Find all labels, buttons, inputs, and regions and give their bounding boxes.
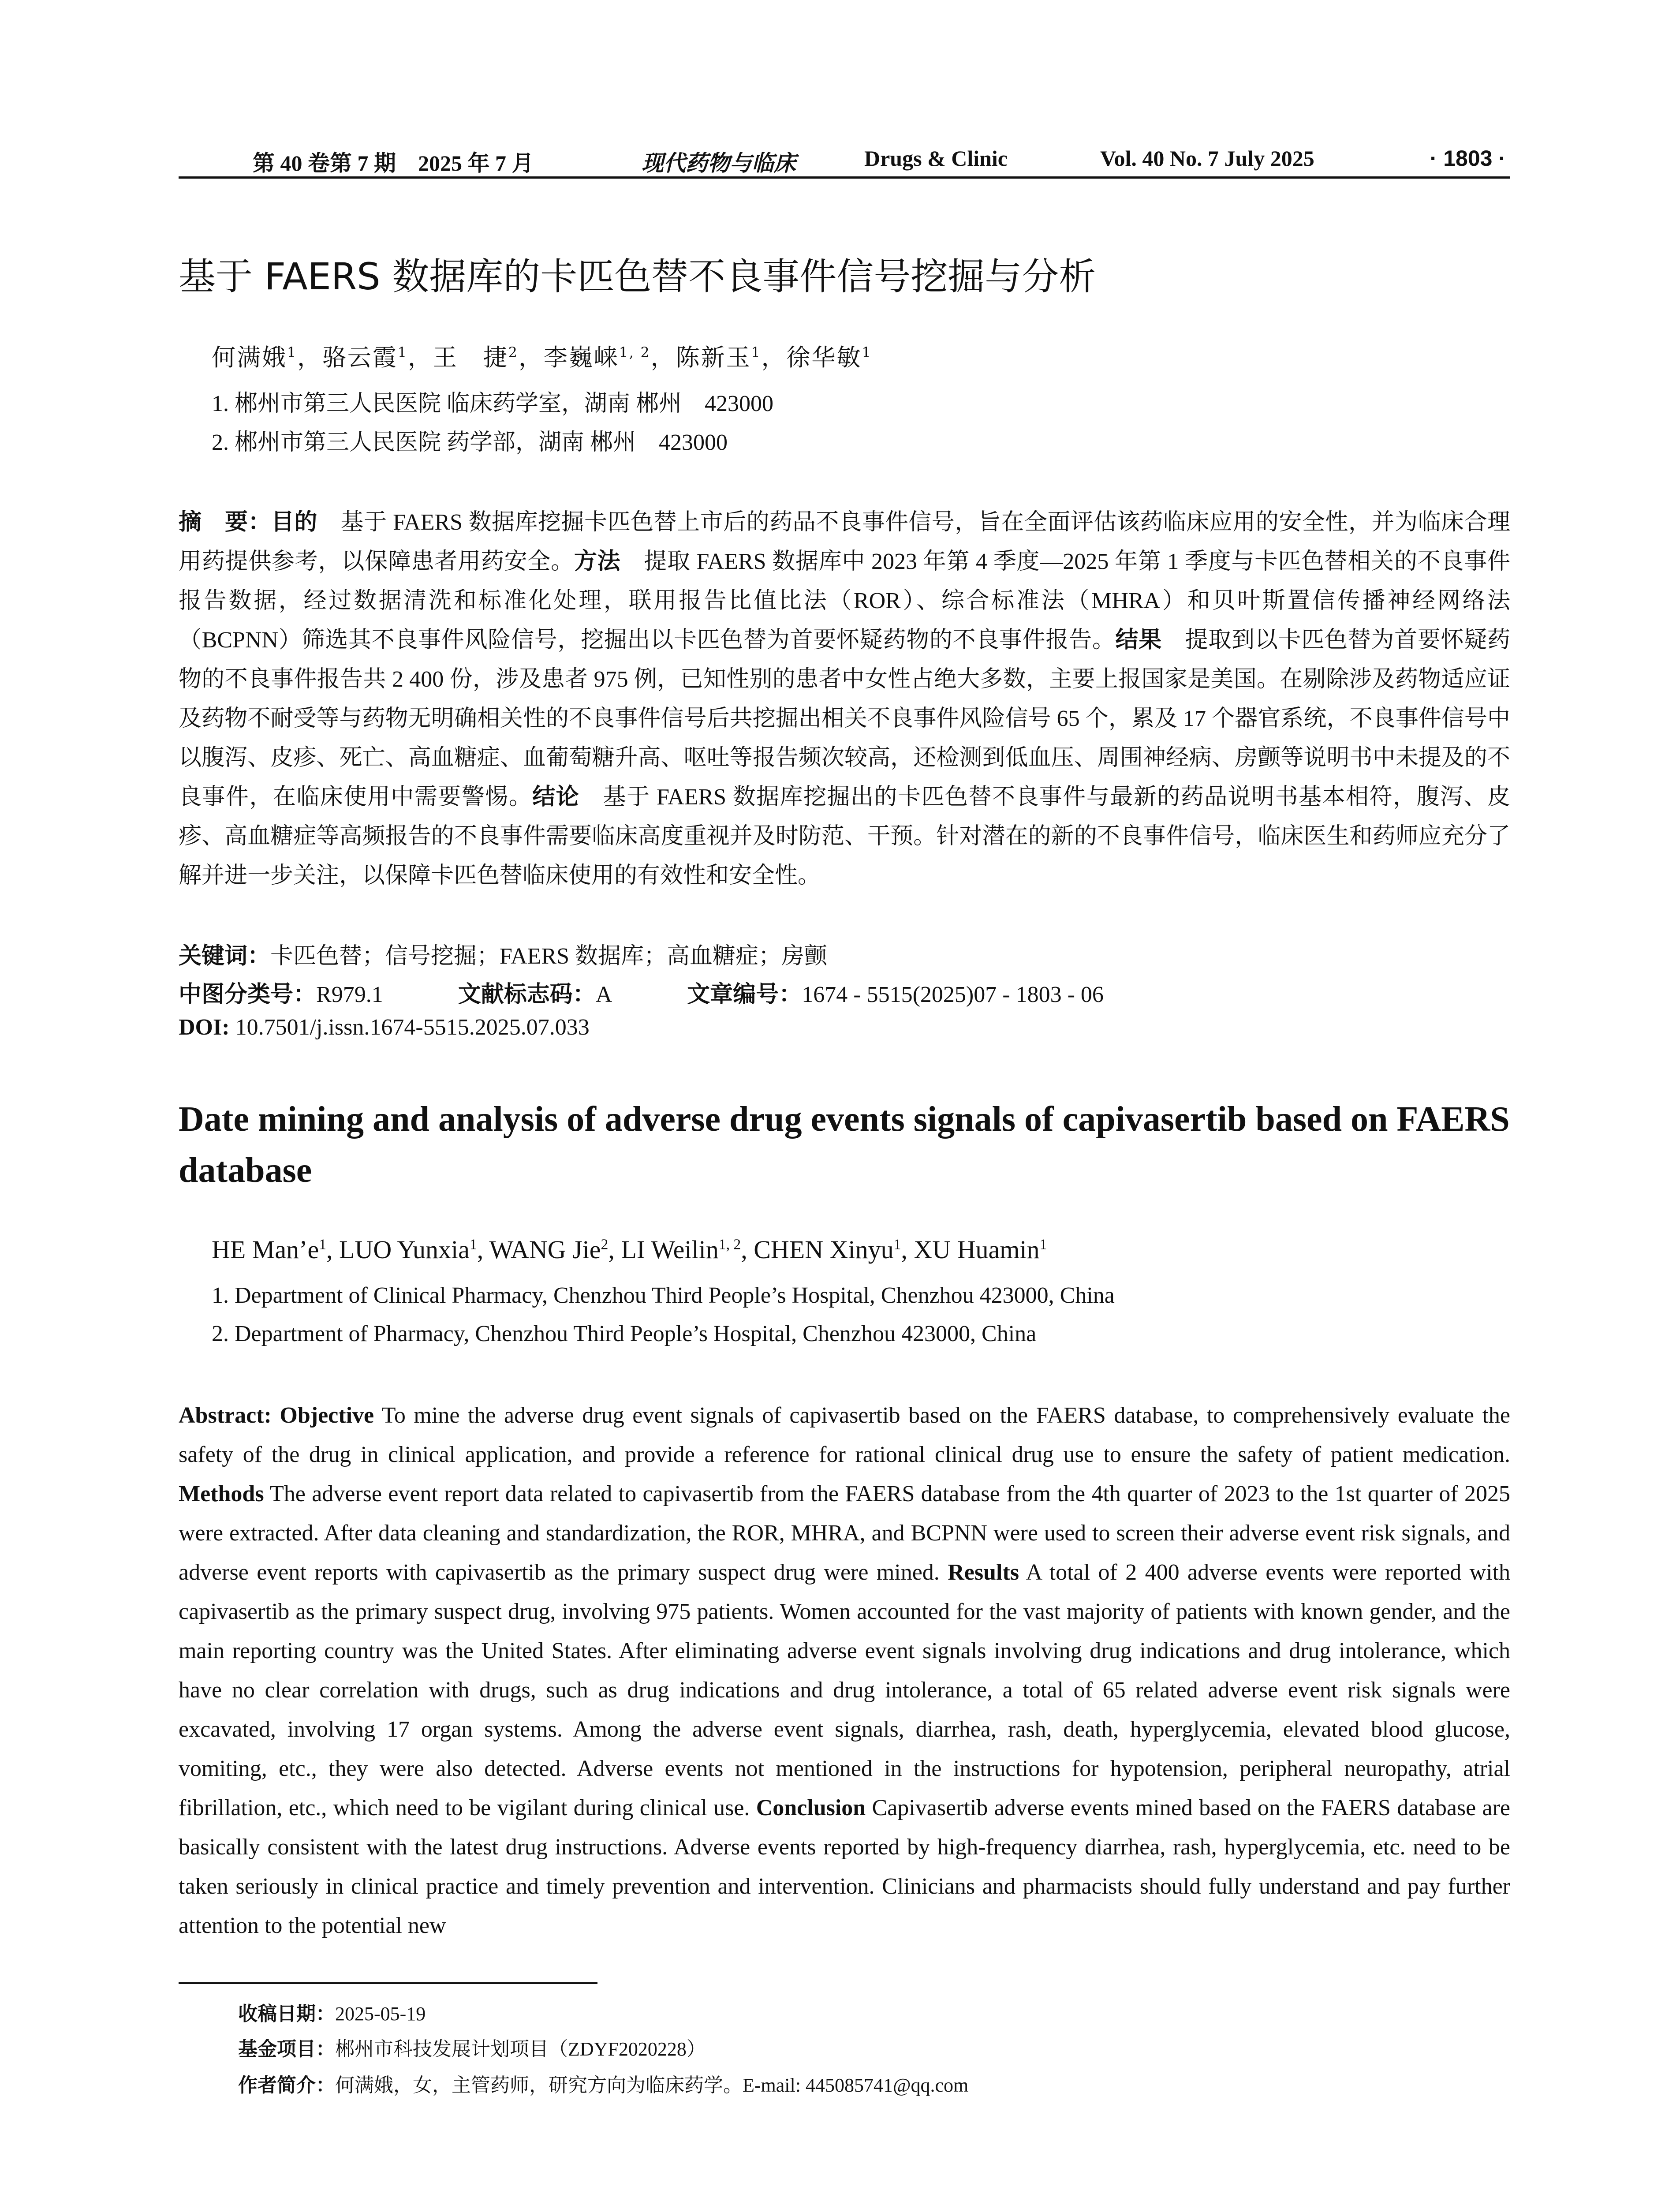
- title-en: Date mining and analysis of adverse drug events signals of capivasertib based on FAERS database: [179, 1100, 1510, 1190]
- footnote-fund: [238, 2033, 706, 2061]
- methods-label: 方法: [574, 549, 621, 574]
- header-rule: [179, 176, 1510, 179]
- author-affiliation-mark: 1: [1039, 1236, 1047, 1253]
- author-name: XU Huamin: [914, 1235, 1040, 1264]
- abstract-cn: [179, 503, 1510, 895]
- footnote-received: [238, 1998, 426, 2026]
- fund-value: 郴州市科技发展计划项目（ZDYF2020228）: [335, 2038, 706, 2060]
- conclusion-text: Capivasertib adverse events mined based on the FAERS database are basically consistent with the latest drug instructions. Adverse events reported by high-frequency diarrhea, rash, hyperglycemia, etc. need to be taken seriously in clinical practice and timely prevention and intervention. Clinicians and pharmacists should fully understand and pay further attention to the potential new: [179, 1795, 1510, 1938]
- conclusion-label: 结论: [532, 784, 580, 810]
- author-separator: ,: [901, 1235, 914, 1264]
- author-affiliation-mark: 1: [751, 345, 762, 361]
- objective-text: To mine the adverse drug event signals of capivasertib based on the FAERS database, to comprehensively evaluate the safety of the drug in clinical application, and provide a reference for rational clinical drug use to ensure the safety of patient medication.: [179, 1403, 1511, 1467]
- abstract-label: 摘 要：: [179, 509, 272, 535]
- author-name: 陈新玉: [676, 344, 751, 371]
- header-volume-en: Vol. 40 No. 7 July 2025: [1100, 146, 1314, 171]
- author-name: 李巍崃: [543, 344, 619, 371]
- author-separator: ,: [741, 1235, 754, 1264]
- results-text: 提取到以卡匹色替为首要怀疑药物的不良事件报告共 2 400 份，涉及患者 975 例，已知性别的患者中女性占绝大多数，主要上报国家是美国。在剔除涉及药物适应证及药物不耐受等与药物无明确相关性的不良事件信号后共挖掘出相关不良事件风险信号 65 个，累及 17 个器官系统，不良事件信号中以腹泻、皮疹、死亡、高血糖症、血葡萄糖升高、呕吐等报告频次较高，还检测到低血压、周围神经病、房颤等说明书中未提及的不良事件，在临床使用中需要警惕。: [179, 628, 1510, 810]
- affiliation-cn-2: 2. 郴州市第三人民医院 药学部，湖南 郴州 423000: [212, 430, 728, 455]
- conclusion-label: Conclusion: [756, 1795, 866, 1820]
- doi-label: DOI:: [179, 1015, 230, 1040]
- doi-line: [179, 1014, 1510, 1040]
- author-affiliation-mark: 2: [508, 345, 519, 361]
- author-bio-value: 何满娥，女，主管药师，研究方向为临床药学。E-mail: 445085741@qq.com: [335, 2074, 969, 2096]
- methods-label: Methods: [179, 1481, 264, 1506]
- author-affiliation-mark: 1: [862, 345, 872, 361]
- author-name: CHEN Xinyu: [754, 1235, 894, 1264]
- author-affiliation-mark: 1: [287, 345, 297, 361]
- author-separator: ，: [650, 344, 676, 371]
- header-page-number: · 1803 ·: [1430, 146, 1506, 171]
- title-cn: 基于 FAERS 数据库的卡匹色替不良事件信号挖掘与分析: [179, 255, 1096, 298]
- keywords-cn: [179, 937, 1510, 970]
- author-affiliation-mark: 1: [397, 345, 408, 361]
- methods-text: The adverse event report data related to capivasertib from the FAERS database from the 4th quarter of 2023 to the 1st quarter of 2025 were extracted. After data cleaning and standardization, the ROR, MHRA, and BCPNN were used to screen their adverse event risk signals, and adverse event reports with capivasertib as the primary suspect drug were mined.: [179, 1481, 1510, 1585]
- author-separator: ，: [761, 344, 787, 371]
- article-no-label: 文章编号：: [687, 982, 802, 1007]
- received-label: 收稿日期：: [238, 2003, 335, 2025]
- methods-text: 提取 FAERS 数据库中 2023 年第 4 季度—2025 年第 1 季度与卡匹色替相关的不良事件报告数据，经过数据清洗和标准化处理，联用报告比值比法（ROR）、综合标准法（MHRA）和贝叶斯置信传播神经网络法（BCPNN）筛选其不良事件风险信号，挖掘出以卡匹色替为首要怀疑药物的不良事件报告。: [179, 549, 1510, 653]
- class-label: 中图分类号：: [179, 982, 317, 1007]
- author-name: 徐华敏: [786, 344, 862, 371]
- author-separator: ，: [297, 344, 322, 371]
- keywords-value: 卡匹色替；信号挖掘；FAERS 数据库；高血糖症；房颤: [270, 944, 827, 969]
- doc-code-label: 文献标志码：: [458, 982, 596, 1007]
- received-value: 2025-05-19: [335, 2003, 426, 2025]
- author-name: 王 捷: [433, 344, 508, 371]
- results-label: Results: [948, 1560, 1019, 1585]
- author-affiliation-mark: 1, 2: [619, 345, 651, 361]
- classification-line: [179, 975, 1510, 1009]
- author-name: WANG Jie: [489, 1235, 601, 1264]
- footnote-author: [238, 2069, 968, 2097]
- footnote-rule: [179, 1982, 597, 1984]
- author-name: HE Man’e: [212, 1235, 319, 1264]
- doi-value: 10.7501/j.issn.1674-5515.2025.07.033: [229, 1015, 590, 1040]
- author-affiliation-mark: 1: [893, 1236, 901, 1253]
- author-separator: ，: [518, 344, 544, 371]
- author-affiliation-mark: 1, 2: [718, 1236, 741, 1253]
- results-text: A total of 2 400 adverse events were reported with capivasertib as the primary suspect drug, involving 975 patients. Women accounted for the vast majority of patients with known gender, and the main reporting country was the United States. After eliminating adverse event signals involving drug indications and drug intolerance, which have no clear correlation with drugs, such as drug indications and drug intolerance, a total of 65 related adverse event risk signals were excavated, involving 17 organ systems. Among the adverse event signals, diarrhea, rash, death, hyperglycemia, elevated blood glucose, vomiting, etc., they were also detected. Adverse events not mentioned in the instructions for hypotension, peripheral neuropathy, atrial fibrillation, etc., which need to be vigilant during clinical use.: [179, 1560, 1511, 1820]
- author-name: LUO Yunxia: [339, 1235, 470, 1264]
- author-separator: ，: [407, 344, 433, 371]
- author-name: LI Weilin: [621, 1235, 719, 1264]
- class-value: R979.1: [316, 982, 383, 1007]
- author-name: 何满娥: [212, 344, 287, 371]
- author-separator: ,: [477, 1235, 489, 1264]
- header-journal-en: Drugs & Clinic: [864, 146, 1008, 171]
- author-affiliation-mark: 1: [319, 1236, 326, 1253]
- author-separator: ,: [326, 1235, 339, 1264]
- fund-label: 基金项目：: [238, 2038, 335, 2060]
- author-bio-label: 作者简介：: [238, 2074, 335, 2096]
- article-no-value: 1674 - 5515(2025)07 - 1803 - 06: [802, 982, 1104, 1007]
- objective-text: 基于 FAERS 数据库挖掘卡匹色替上市后的药品不良事件信号，旨在全面评估该药临床应用的安全性，并为临床合理用药提供参考，以保障患者用药安全。: [179, 510, 1510, 574]
- running-header: [179, 140, 1510, 180]
- abstract-en: [179, 1396, 1510, 1945]
- author-separator: ,: [608, 1235, 621, 1264]
- header-journal-cn: 现代药物与临床: [642, 151, 796, 176]
- header-volume-cn: 第 40 卷第 7 期 2025 年 7 月: [253, 151, 534, 176]
- author-affiliation-mark: 2: [601, 1236, 609, 1253]
- author-affiliation-mark: 1: [469, 1236, 477, 1253]
- affiliation-en-2: 2. Department of Pharmacy, Chenzhou Third People’s Hospital, Chenzhou 423000, China: [212, 1321, 1037, 1346]
- abstract-label: Abstract:: [179, 1403, 272, 1428]
- objective-label: Objective: [280, 1403, 374, 1428]
- author-name: 骆云霞: [322, 344, 398, 371]
- authors-en: [212, 1235, 1047, 1264]
- doc-code-value: A: [595, 982, 612, 1007]
- keywords-label: 关键词：: [179, 943, 271, 969]
- conclusion-text: 基于 FAERS 数据库挖掘出的卡匹色替不良事件与最新的药品说明书基本相符，腹泻、皮疹、高血糖症等高频报告的不良事件需要临床高度重视并及时防范、干预。针对潜在的新的不良事件信号，临床医生和药师应充分了解并进一步关注，以保障卡匹色替临床使用的有效性和安全性。: [179, 785, 1510, 888]
- authors-cn: [212, 339, 872, 373]
- results-label: 结果: [1115, 627, 1162, 653]
- affiliation-cn-1: 1. 郴州市第三人民医院 临床药学室，湖南 郴州 423000: [212, 391, 774, 416]
- objective-label: 目的: [271, 509, 318, 535]
- affiliation-en-1: 1. Department of Clinical Pharmacy, Chenzhou Third People’s Hospital, Chenzhou 423000, China: [212, 1283, 1115, 1308]
